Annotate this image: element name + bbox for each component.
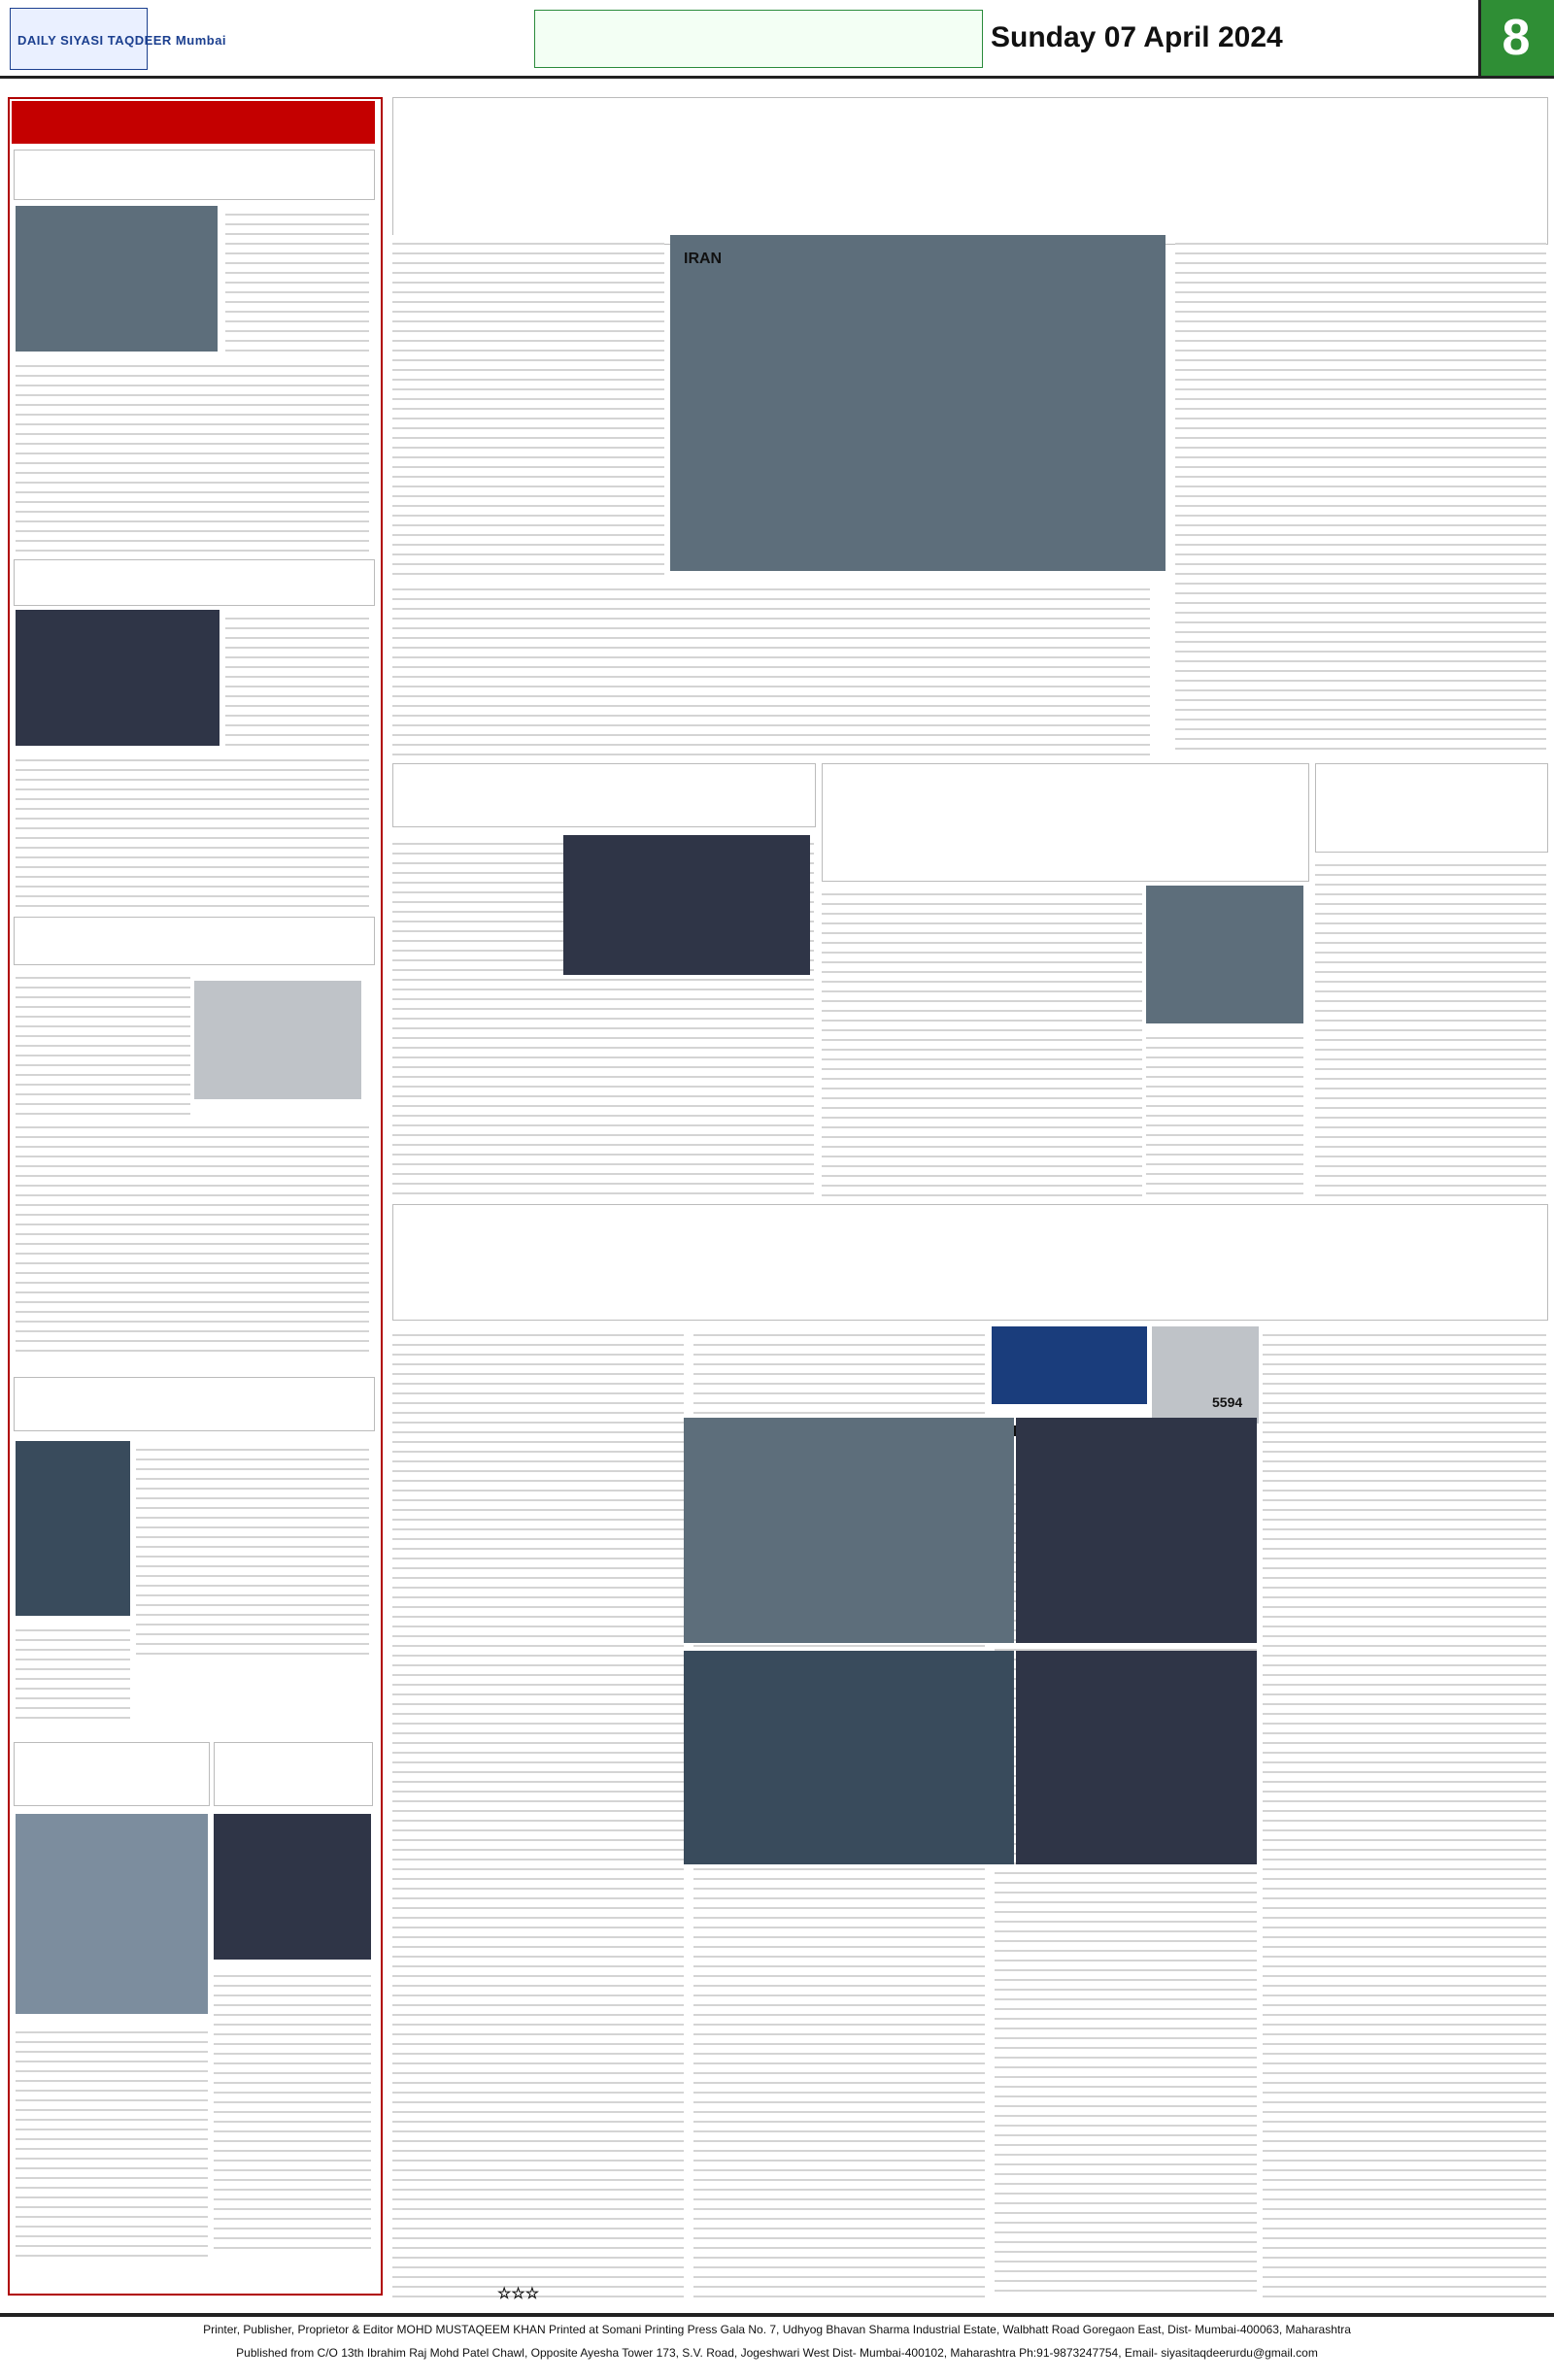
issue-date: Sunday 07 April 2024 bbox=[991, 21, 1283, 53]
left-story-3-text-a bbox=[16, 969, 190, 1115]
soldiers-photo bbox=[16, 1441, 130, 1616]
author-code: 5594 bbox=[1212, 1394, 1243, 1410]
main-story-text-bottom bbox=[392, 581, 1150, 755]
left-story-2-text-b bbox=[16, 752, 369, 907]
left-story-4-text-a bbox=[136, 1441, 369, 1655]
masthead-banner bbox=[534, 10, 983, 68]
biden-story-text bbox=[1315, 856, 1546, 1200]
biden-headline bbox=[1315, 763, 1548, 853]
embassy-photo bbox=[670, 235, 1166, 571]
main-story-text-right bbox=[1175, 235, 1546, 754]
mosque-crowd-photo bbox=[684, 1418, 1014, 1643]
footer-line-2: Published from C/O 13th Ibrahim Raj Mohd Patel Chawl, Opposite Ayesha Tower 173, S.V. Road, Jogeshwari West Dist- Mumbai-400102, Maharashtra Ph:91-9873247754, Email- siyasitaqdeerurdu@gmail.com bbox=[236, 2346, 1318, 2360]
fire-photo bbox=[214, 1814, 371, 1960]
eid-lights-photo bbox=[684, 1651, 1014, 1864]
left-story-1-text-a bbox=[225, 206, 369, 352]
left-headline-4 bbox=[14, 1377, 375, 1431]
cameron-photo bbox=[1146, 886, 1303, 1023]
left-headline-2 bbox=[14, 559, 375, 606]
guest-column-banner bbox=[992, 1326, 1147, 1404]
haram-photo bbox=[16, 610, 220, 746]
left-story-5-text bbox=[16, 2024, 208, 2257]
left-headline-3 bbox=[14, 917, 375, 965]
left-story-3-text-b bbox=[16, 1119, 369, 1359]
saudi-article-col-4 bbox=[1263, 1326, 1546, 2299]
main-headline bbox=[392, 97, 1548, 245]
left-story-6-text bbox=[214, 1967, 371, 2255]
left-story-1-text-b bbox=[16, 357, 369, 552]
left-story-2-text-a bbox=[225, 610, 369, 746]
protest-photo bbox=[563, 835, 810, 975]
saudi-article-col-1 bbox=[392, 1326, 684, 2299]
article-end-mark: ☆☆☆ bbox=[497, 2286, 540, 2302]
night-city-photo bbox=[1016, 1651, 1257, 1864]
left-headline-5 bbox=[14, 1742, 210, 1806]
embassy-photo-caption: IRAN bbox=[684, 251, 723, 267]
left-headline-6 bbox=[214, 1742, 373, 1806]
gaza-headline bbox=[392, 763, 816, 827]
left-story-4-text-b bbox=[16, 1622, 130, 1719]
uk-story-text-a bbox=[822, 886, 1142, 1200]
left-column-title-bar bbox=[12, 101, 375, 144]
smoke-photo bbox=[194, 981, 361, 1099]
un-meeting-photo bbox=[16, 206, 218, 352]
footer-line-1: Printer, Publisher, Proprietor & Editor MOHD MUSTAQEEM KHAN Printed at Somani Printing Press Gala No. 7, Udhyog Bhavan Sharma Industrial Estate, Walbhatt Road Goregaon East, Dist- Mumbai-400063, Maharashtra bbox=[203, 2323, 1351, 2336]
page-number: 8 bbox=[1502, 10, 1531, 66]
saudi-headline bbox=[392, 1204, 1548, 1321]
uk-story-text-b bbox=[1146, 1029, 1303, 1200]
uk-headline bbox=[822, 763, 1309, 882]
author-photo bbox=[1152, 1326, 1259, 1424]
celebration-photo bbox=[1016, 1418, 1257, 1643]
logo-text: DAILY SIYASI TAQDEER Mumbai bbox=[17, 33, 227, 48]
left-headline-1 bbox=[14, 150, 375, 200]
aircraft-photo bbox=[16, 1814, 208, 2014]
